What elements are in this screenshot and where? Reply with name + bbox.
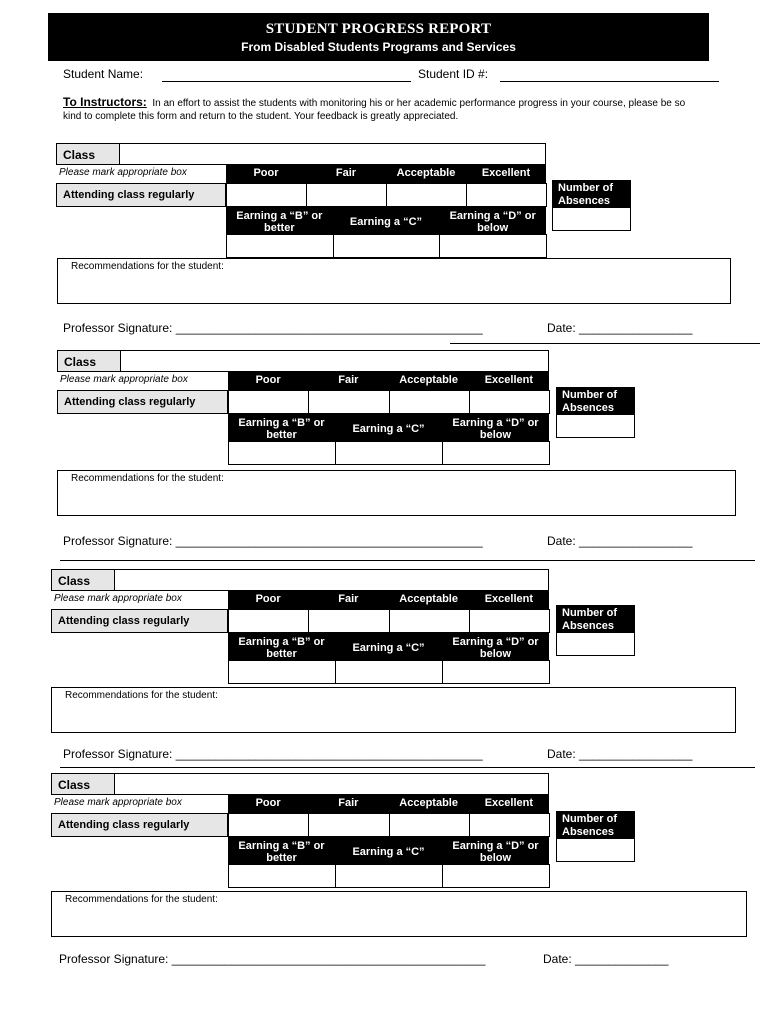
grade-header-2: Earning a “D” or below <box>442 414 549 441</box>
absences-box[interactable] <box>556 414 635 438</box>
attending-label: Attending class regularly <box>51 813 228 837</box>
student-id-field[interactable] <box>500 81 719 82</box>
rating-header-excellent: Excellent <box>469 795 549 813</box>
rating-box-poor[interactable] <box>226 183 307 207</box>
grade-header-1: Earning a “C” <box>335 633 442 660</box>
rating-box-acceptable[interactable] <box>386 183 467 207</box>
rating-header-fair: Fair <box>308 591 388 609</box>
recommendations-box[interactable] <box>51 687 736 733</box>
grade-header-1: Earning a “C” <box>335 414 442 441</box>
attending-label: Attending class regularly <box>51 609 228 633</box>
grade-box-0[interactable] <box>228 660 336 684</box>
section-divider <box>60 560 755 561</box>
class-label: Class <box>51 569 115 591</box>
attending-label: Attending class regularly <box>56 183 226 207</box>
rating-header-fair: Fair <box>308 372 388 390</box>
recommendations-box[interactable] <box>51 891 747 937</box>
grade-box-2[interactable] <box>442 441 550 465</box>
recommendations-label: Recommendations for the student: <box>71 473 224 484</box>
mark-instruction: Please mark appropriate box <box>59 167 187 178</box>
rating-header-acceptable: Acceptable <box>389 372 469 390</box>
rating-box-acceptable[interactable] <box>389 390 470 414</box>
grade-header-1: Earning a “C” <box>333 207 440 234</box>
report-subtitle: From Disabled Students Programs and Services <box>241 40 516 54</box>
class-label: Class <box>56 143 120 165</box>
rating-header-acceptable: Acceptable <box>389 591 469 609</box>
rating-box-excellent[interactable] <box>469 390 550 414</box>
rating-header-acceptable: Acceptable <box>386 165 466 183</box>
class-field[interactable] <box>51 569 549 591</box>
grade-box-0[interactable] <box>228 441 336 465</box>
signature-date[interactable]: Date: _________________ <box>547 747 693 761</box>
rating-header-excellent: Excellent <box>469 372 549 390</box>
rating-box-acceptable[interactable] <box>389 813 470 837</box>
section-divider <box>60 767 755 768</box>
recommendations-label: Recommendations for the student: <box>65 690 218 701</box>
grade-box-2[interactable] <box>442 660 550 684</box>
mark-instruction: Please mark appropriate box <box>60 374 188 385</box>
rating-header-poor: Poor <box>228 795 308 813</box>
absences-label: Number of Absences <box>556 811 635 839</box>
mark-instruction: Please mark appropriate box <box>54 593 182 604</box>
class-label: Class <box>57 350 121 372</box>
rating-box-excellent[interactable] <box>469 609 550 633</box>
attending-label: Attending class regularly <box>57 390 228 414</box>
grade-header-1: Earning a “C” <box>335 837 442 864</box>
grade-box-2[interactable] <box>442 864 550 888</box>
grade-header-2: Earning a “D” or below <box>439 207 546 234</box>
absences-label: Number of Absences <box>556 387 635 415</box>
report-header <box>48 13 709 61</box>
grade-box-1[interactable] <box>333 234 441 258</box>
instructions <box>63 96 703 123</box>
recommendations-label: Recommendations for the student: <box>65 894 218 905</box>
mark-instruction: Please mark appropriate box <box>54 797 182 808</box>
rating-box-fair[interactable] <box>308 390 389 414</box>
rating-header-poor: Poor <box>228 372 308 390</box>
rating-header-fair: Fair <box>306 165 386 183</box>
rating-box-excellent[interactable] <box>469 813 550 837</box>
student-id-label: Student ID #: <box>418 67 489 81</box>
rating-box-fair[interactable] <box>306 183 387 207</box>
grade-header-0: Earning a “B” or better <box>228 837 335 864</box>
rating-header-acceptable: Acceptable <box>389 795 469 813</box>
grade-header-0: Earning a “B” or better <box>228 414 335 441</box>
rating-box-excellent[interactable] <box>466 183 547 207</box>
class-field[interactable] <box>57 350 549 372</box>
grade-header-2: Earning a “D” or below <box>442 837 549 864</box>
absences-label: Number of Absences <box>552 180 631 208</box>
instructions-heading: To Instructors: <box>63 95 147 109</box>
rating-header-excellent: Excellent <box>469 591 549 609</box>
grade-box-0[interactable] <box>226 234 334 258</box>
rating-box-fair[interactable] <box>308 609 389 633</box>
grade-header-0: Earning a “B” or better <box>228 633 335 660</box>
rating-header-fair: Fair <box>308 795 388 813</box>
rating-box-poor[interactable] <box>228 609 309 633</box>
absences-label: Number of Absences <box>556 605 635 633</box>
signature-date[interactable]: Date: _________________ <box>547 534 693 548</box>
rating-box-acceptable[interactable] <box>389 609 470 633</box>
rating-box-poor[interactable] <box>228 390 309 414</box>
professor-signature[interactable]: Professor Signature: ______________________________________________ <box>63 534 483 548</box>
grade-box-0[interactable] <box>228 864 336 888</box>
class-field[interactable] <box>51 773 549 795</box>
rating-box-fair[interactable] <box>308 813 389 837</box>
class-label: Class <box>51 773 115 795</box>
professor-signature[interactable]: Professor Signature: ______________________________________________ <box>63 747 483 761</box>
rating-header-poor: Poor <box>226 165 306 183</box>
report-title: STUDENT PROGRESS REPORT <box>265 21 492 37</box>
rating-box-poor[interactable] <box>228 813 309 837</box>
recommendations-box[interactable] <box>57 470 736 516</box>
professor-signature[interactable]: Professor Signature: _______________________________________________ <box>59 952 486 966</box>
recommendations-box[interactable] <box>57 258 731 304</box>
absences-box[interactable] <box>556 838 635 862</box>
instructions-text: In an effort to assist the students with monitoring his or her academic performance progress in your course, please be so kind to complete this form and return to the student. Your feedback is greatly appreciated. <box>63 98 686 122</box>
student-name-label: Student Name: <box>63 67 144 81</box>
grade-header-2: Earning a “D” or below <box>442 633 549 660</box>
grade-box-1[interactable] <box>335 864 443 888</box>
student-name-field[interactable] <box>162 81 411 82</box>
grade-box-1[interactable] <box>335 441 443 465</box>
absences-box[interactable] <box>556 632 635 656</box>
signature-date[interactable]: Date: _________________ <box>547 321 693 335</box>
rating-header-poor: Poor <box>228 591 308 609</box>
rating-header-excellent: Excellent <box>466 165 546 183</box>
signature-date[interactable]: Date: ______________ <box>543 952 669 966</box>
recommendations-label: Recommendations for the student: <box>71 261 224 272</box>
section-divider <box>450 343 760 344</box>
grade-box-2[interactable] <box>439 234 547 258</box>
absences-box[interactable] <box>552 207 631 231</box>
professor-signature[interactable]: Professor Signature: ______________________________________________ <box>63 321 483 335</box>
grade-box-1[interactable] <box>335 660 443 684</box>
grade-header-0: Earning a “B” or better <box>226 207 333 234</box>
class-field[interactable] <box>56 143 546 165</box>
